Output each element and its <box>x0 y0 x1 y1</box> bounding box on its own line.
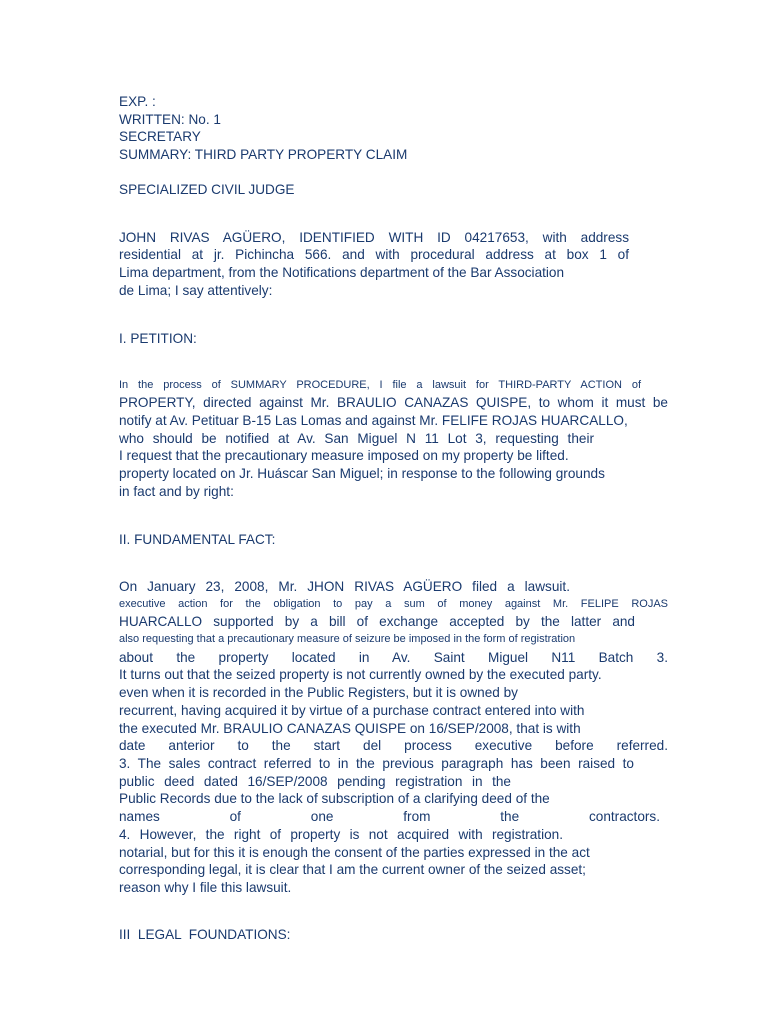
facts-line: recurrent, having acquired it by virtue of a purchase contract entered into with <box>119 703 585 718</box>
facts-line: about the property located in Av. Saint Miguel N11 Batch 3. <box>119 650 668 665</box>
facts-line: executive action for the obligation to pay a sum of money against Mr. FELIPE ROJAS <box>119 598 668 610</box>
petition-line: in fact and by right: <box>119 484 234 499</box>
facts-line: 3. The sales contract referred to in the previous paragraph has been raised to <box>119 756 634 771</box>
header-summary: SUMMARY: THIRD PARTY PROPERTY CLAIM <box>119 147 408 162</box>
facts-line: date anterior to the start del process executive before referred. <box>119 738 668 753</box>
petition-line: notify at Av. Petituar B-15 Las Lomas and against Mr. FELIFE ROJAS HUARCALLO, <box>119 413 628 428</box>
intro-line: de Lima; I say attentively: <box>119 283 273 298</box>
facts-line: HUARCALLO supported by a bill of exchange accepted by the latter and <box>119 614 635 629</box>
facts-line: corresponding legal, it is clear that I am the current owner of the seized asset; <box>119 862 586 877</box>
facts-line: It turns out that the seized property is not currently owned by the executed party. <box>119 667 602 682</box>
header-exp: EXP. : <box>119 94 156 109</box>
facts-line: the executed Mr. BRAULIO CANAZAS QUISPE on 16/SEP/2008, that is with <box>119 721 581 736</box>
petition-line: who should be notified at Av. San Miguel N 11 Lot 3, requesting their <box>119 431 594 446</box>
facts-line: public deed dated 16/SEP/2008 pending registration in the <box>119 774 511 789</box>
facts-line: even when it is recorded in the Public Registers, but it is owned by <box>119 685 518 700</box>
petition-line: property located on Jr. Huáscar San Miguel; in response to the following grounds <box>119 466 605 481</box>
facts-line: On January 23, 2008, Mr. JHON RIVAS AGÜERO filed a lawsuit. <box>119 579 570 594</box>
header-written: WRITTEN: No. 1 <box>119 112 221 127</box>
facts-line: notarial, but for this it is enough the consent of the parties expressed in the act <box>119 845 590 860</box>
header-secretary: SECRETARY <box>119 129 201 144</box>
facts-line: also requesting that a precautionary measure of seizure be imposed in the form of registration <box>119 633 576 645</box>
petition-line: I request that the precautionary measure imposed on my property be lifted. <box>119 448 569 463</box>
petition-line: PROPERTY, directed against Mr. BRAULIO CANAZAS QUISPE, to whom it must be <box>119 395 668 410</box>
intro-line: residential at jr. Pichincha 566. and with procedural address at box 1 of <box>119 247 629 262</box>
facts-line: 4. However, the right of property is not acquired with registration. <box>119 827 563 842</box>
facts-line: names of one from the contractors. <box>119 809 660 824</box>
legal-heading: III LEGAL FOUNDATIONS: <box>119 927 291 942</box>
petition-line: In the process of SUMMARY PROCEDURE, I file a lawsuit for THIRD-PARTY ACTION of <box>119 379 641 391</box>
intro-line: Lima department, from the Notifications department of the Bar Association <box>119 265 565 280</box>
facts-line: reason why I file this lawsuit. <box>119 880 292 895</box>
facts-line: Public Records due to the lack of subscription of a clarifying deed of the <box>119 791 550 806</box>
facts-heading: II. FUNDAMENTAL FACT: <box>119 532 276 547</box>
addressee: SPECIALIZED CIVIL JUDGE <box>119 182 295 197</box>
intro-line: JOHN RIVAS AGÜERO, IDENTIFIED WITH ID 04217653, with address <box>119 230 629 245</box>
petition-heading: I. PETITION: <box>119 331 197 346</box>
